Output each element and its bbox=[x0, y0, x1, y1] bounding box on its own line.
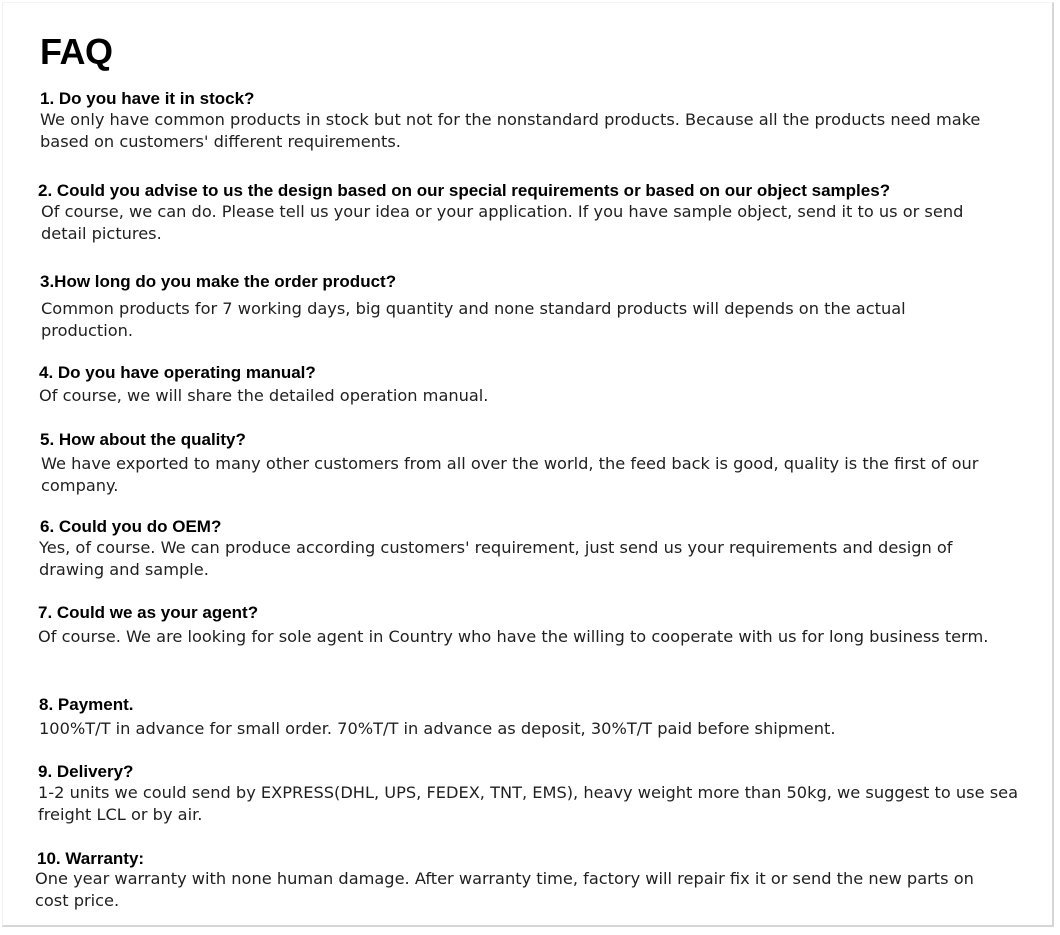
faq-item-1 bbox=[40, 89, 1030, 152]
faq-item-6 bbox=[40, 517, 1030, 580]
faq-item-5 bbox=[40, 430, 1030, 496]
faq-question-2: 2. Could you advise to us the design based on our special requirements or based on our object samples? bbox=[38, 181, 891, 200]
faq-question-8: 8. Payment. bbox=[39, 695, 134, 714]
faq-answer-5: We have exported to many other customers from all over the world, the feed back is good, quality is the first of our company. bbox=[41, 454, 979, 495]
faq-answer-7: Of course. We are looking for sole agent in Country who have the willing to cooperate with us for long business term. bbox=[38, 627, 989, 646]
faq-item-3 bbox=[40, 272, 1030, 341]
faq-question-7: 7. Could we as your agent? bbox=[38, 603, 259, 622]
faq-answer-2: Of course, we can do. Please tell us your idea or your application. If you have sample object, send it to us or send detail pictures. bbox=[41, 202, 964, 243]
faq-question-4: 4. Do you have operating manual? bbox=[39, 363, 316, 382]
faq-item-9 bbox=[38, 762, 1028, 825]
faq-answer-10: One year warranty with none human damage. After warranty time, factory will repair fix it or send the new parts on cost price. bbox=[35, 869, 974, 910]
faq-question-1: 1. Do you have it in stock? bbox=[40, 89, 255, 108]
faq-question-9: 9. Delivery? bbox=[38, 762, 134, 781]
faq-question-6: 6. Could you do OEM? bbox=[40, 517, 222, 536]
page-title: FAQ bbox=[40, 31, 113, 72]
faq-answer-8: 100%T/T in advance for small order. 70%T/T in advance as deposit, 30%T/T paid before shipment. bbox=[39, 719, 836, 738]
faq-answer-1: We only have common products in stock but not for the nonstandard products. Because all the products need make based on customers' different requirements. bbox=[40, 110, 981, 151]
faq-answer-9: 1-2 units we could send by EXPRESS(DHL, UPS, FEDEX, TNT, EMS), heavy weight more than 50kg, we suggest to use sea freight LCL or by air. bbox=[38, 783, 1019, 824]
faq-answer-3: Common products for 7 working days, big quantity and none standard products will depends on the actual production. bbox=[41, 299, 906, 340]
faq-item-7 bbox=[38, 603, 1028, 648]
faq-answer-6: Yes, of course. We can produce according customers' requirement, just send us your requirements and design of drawing and sample. bbox=[39, 538, 953, 579]
faq-question-5: 5. How about the quality? bbox=[40, 430, 246, 449]
faq-item-10 bbox=[37, 849, 1027, 911]
faq-question-10: 10. Warranty: bbox=[37, 849, 145, 868]
faq-item-2 bbox=[38, 181, 1028, 244]
faq-item-8 bbox=[39, 695, 1029, 740]
faq-item-4 bbox=[39, 363, 1029, 407]
faq-question-3: 3.How long do you make the order product? bbox=[40, 272, 397, 291]
faq-card bbox=[2, 2, 1054, 927]
faq-answer-4: Of course, we will share the detailed operation manual. bbox=[39, 386, 489, 405]
